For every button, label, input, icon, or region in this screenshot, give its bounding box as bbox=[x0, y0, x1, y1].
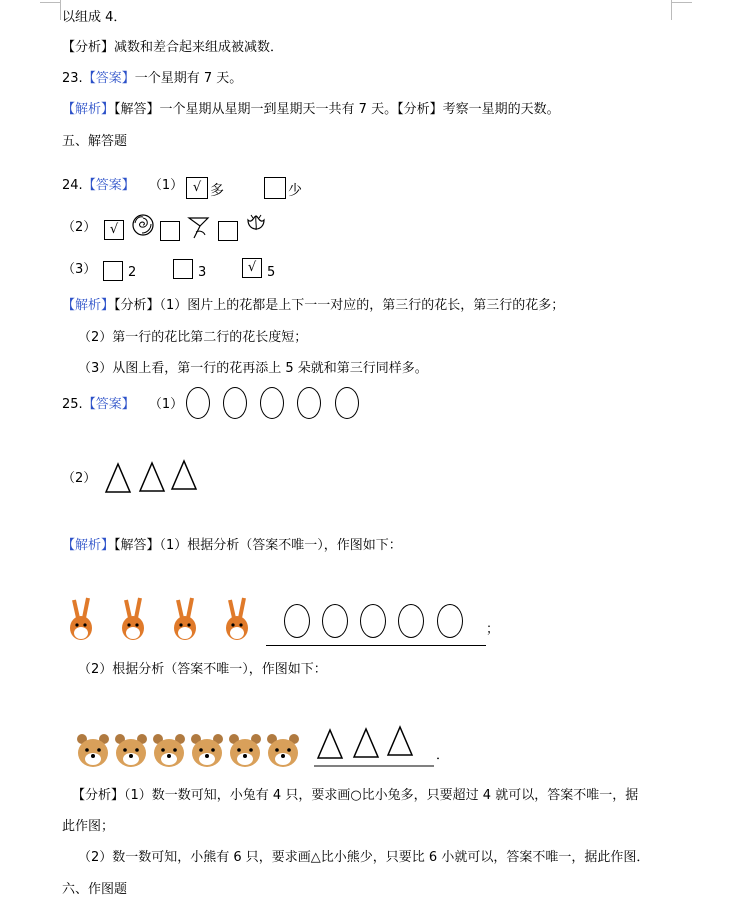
page-corner-mark bbox=[671, 0, 672, 20]
circle-shape bbox=[297, 387, 321, 419]
answer-label: 【答案】 bbox=[82, 71, 135, 86]
page-corner-mark bbox=[60, 0, 61, 20]
triangle-shape bbox=[318, 730, 342, 758]
rose-icon bbox=[130, 213, 156, 239]
morning-glory-icon bbox=[186, 214, 212, 240]
option-label: 3 bbox=[198, 265, 207, 280]
analysis-label: 【分析】 bbox=[62, 40, 115, 55]
punctuation: ． bbox=[436, 748, 450, 763]
triangle-shape bbox=[106, 464, 130, 492]
bear-icon bbox=[191, 734, 223, 767]
checkbox-empty bbox=[173, 259, 193, 279]
text-line: 此作图； bbox=[62, 819, 115, 834]
question-25-part2: （2） bbox=[62, 471, 97, 486]
checkbox-empty bbox=[103, 261, 123, 281]
punctuation: ； bbox=[486, 622, 500, 637]
question-23: 23.【答案】一个星期有 7 天。 bbox=[62, 71, 243, 86]
bear-icon bbox=[153, 734, 185, 767]
circle-shape bbox=[360, 604, 386, 638]
rabbit-icon bbox=[70, 598, 92, 640]
bear-icon bbox=[267, 734, 299, 767]
section-heading: 六、作图题 bbox=[62, 882, 128, 897]
text-line: （2）第一行的花比第二行的花长度短； bbox=[78, 330, 308, 345]
checkbox-empty bbox=[264, 177, 286, 199]
page-corner-mark bbox=[40, 2, 60, 3]
text-line: 以组成 4． bbox=[62, 10, 127, 25]
triangle-shape bbox=[354, 729, 378, 757]
checkbox-empty bbox=[218, 221, 238, 241]
question-25: 25.【答案】 （1） bbox=[62, 397, 184, 412]
question-25-explanation: 【解析】【解答】（1）根据分析（答案不唯一），作图如下： bbox=[62, 538, 402, 553]
answer-circles bbox=[186, 387, 359, 423]
question-24-part3: （3） bbox=[62, 262, 97, 277]
answer-label: 【答案】 bbox=[82, 397, 135, 412]
circle-shape bbox=[398, 604, 424, 638]
checkbox-checked: √ bbox=[186, 177, 208, 199]
rabbit-icon bbox=[226, 598, 248, 640]
question-23-explanation: 【解析】【解答】一个星期从星期一到星期天一共有 7 天。【分析】考察一星期的天数。 bbox=[62, 102, 560, 117]
bear-icon bbox=[115, 734, 147, 767]
jiexi-label: 【解析】 bbox=[62, 102, 115, 117]
rabbit-icon bbox=[122, 598, 144, 640]
option-label: 多 bbox=[210, 183, 224, 199]
section-heading: 五、解答题 bbox=[62, 134, 128, 149]
text-line: 【分析】减数和差合起来组成被减数． bbox=[62, 40, 284, 55]
jiexi-label: 【解析】 bbox=[62, 298, 115, 313]
answer-label: 【答案】 bbox=[82, 178, 135, 193]
circle-shape bbox=[437, 604, 463, 638]
circle-shape bbox=[335, 387, 359, 419]
text-line: （2）根据分析（答案不唯一），作图如下： bbox=[78, 662, 327, 677]
underline bbox=[266, 645, 486, 646]
rabbits-row bbox=[66, 596, 266, 646]
triangle-shape bbox=[172, 461, 196, 489]
page-corner-mark bbox=[672, 2, 692, 3]
text-line: （3）从图上看，第一行的花再添上 5 朵就和第三行同样多。 bbox=[78, 361, 428, 376]
checkbox-empty bbox=[160, 221, 180, 241]
bear-icon bbox=[77, 734, 109, 767]
option-label: 5 bbox=[267, 265, 276, 280]
option-label: 2 bbox=[128, 265, 137, 280]
checkbox-checked: √ bbox=[104, 220, 124, 240]
text-line: （2）数一数可知，小熊有 6 只，要求画△比小熊少，只要比 6 小就可以，答案不唯一，据此作图． bbox=[78, 850, 650, 865]
bears-row bbox=[76, 733, 302, 773]
triangle-shape bbox=[140, 463, 164, 491]
question-25-analysis: 【分析】（1）数一数可知，小兔有 4 只，要求画○比小兔多，只要超过 4 就可以，答案不唯一，据 bbox=[72, 788, 639, 803]
bear-icon bbox=[229, 734, 261, 767]
circle-shape bbox=[223, 387, 247, 419]
drawn-triangles bbox=[314, 724, 444, 770]
circle-shape bbox=[322, 604, 348, 638]
question-24: 24.【答案】 （1） bbox=[62, 178, 184, 193]
answer-triangles bbox=[102, 458, 202, 496]
triangle-shape bbox=[388, 727, 412, 755]
drawn-circles bbox=[284, 604, 463, 642]
tulip-icon bbox=[244, 212, 268, 240]
question-24-explanation: 【解析】【分析】（1）图片上的花都是上下一一对应的，第三行的花长，第三行的花多； bbox=[62, 298, 565, 313]
question-24-part2: （2） bbox=[62, 220, 97, 235]
circle-shape bbox=[186, 387, 210, 419]
rabbit-icon bbox=[174, 598, 196, 640]
circle-shape bbox=[284, 604, 310, 638]
circle-shape bbox=[260, 387, 284, 419]
option-label: 少 bbox=[288, 183, 302, 199]
checkbox-checked: √ bbox=[242, 258, 262, 278]
jiexi-label: 【解析】 bbox=[62, 538, 115, 553]
